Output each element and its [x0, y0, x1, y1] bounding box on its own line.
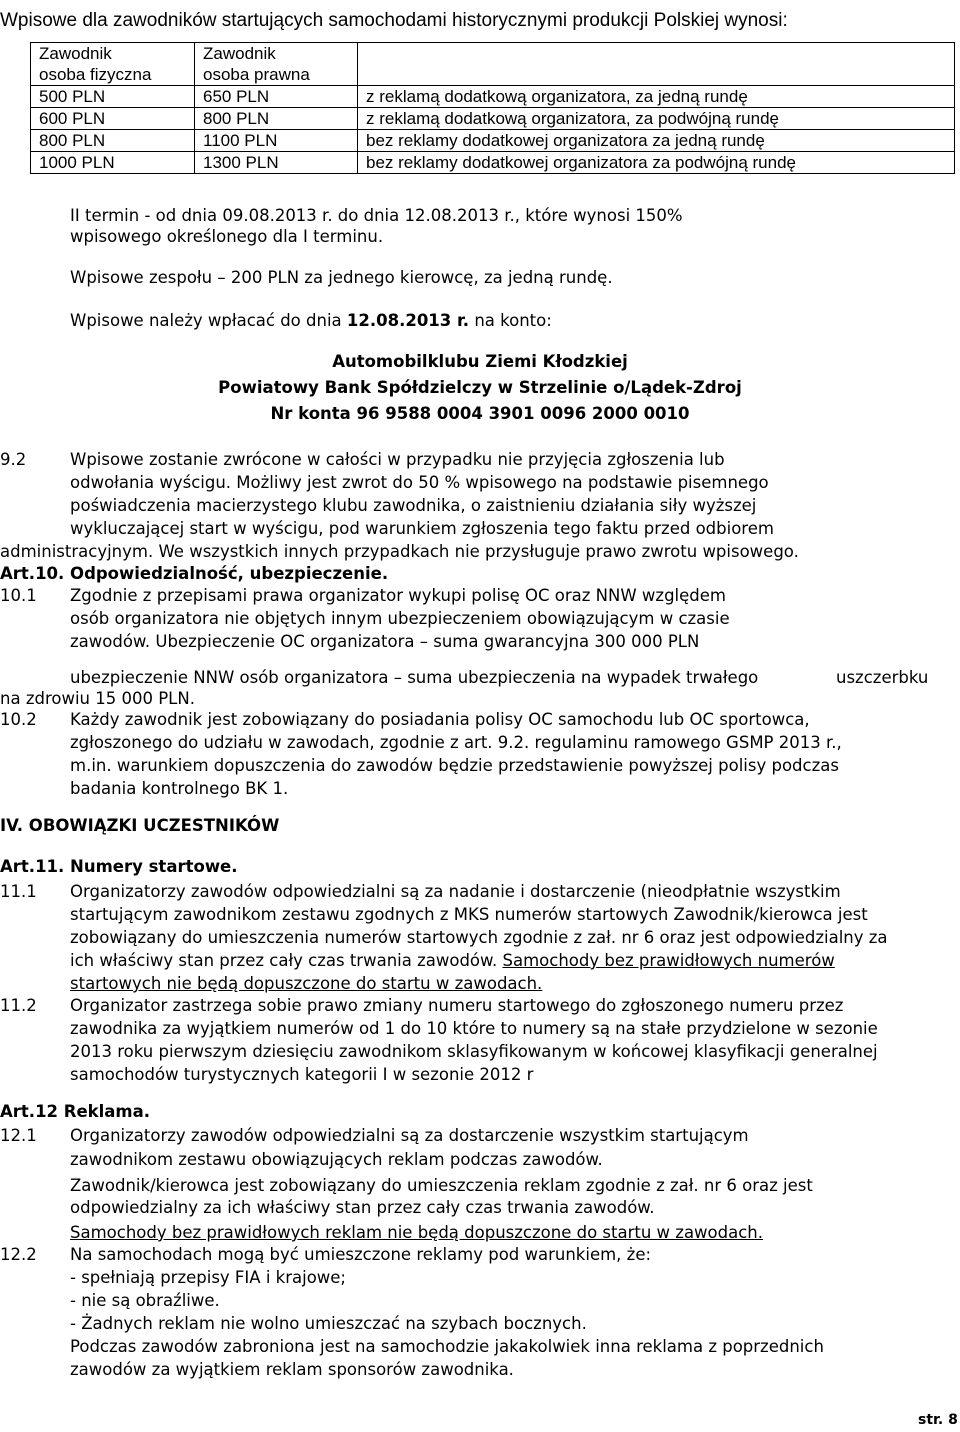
- table-cell: 500 PLN: [31, 86, 195, 108]
- text-line: 2013 roku pierwszym dziesięciu zawodnikom sklasyfikowanym w końcowej klasyfikacji generalnej: [70, 1042, 878, 1061]
- payment-deadline: [70, 309, 552, 332]
- table-row: [31, 130, 955, 152]
- text-line: zawodów za wyjątkiem reklam sponsorów zawodnika.: [70, 1360, 514, 1379]
- underlined-text: Samochody bez prawidłowych reklam nie będą dopuszczone do startu w zawodach.: [70, 1223, 764, 1242]
- text-line: Wpisowe zostanie zwrócone w całości w przypadku nie przyjęcia zgłoszenia lub: [70, 450, 725, 469]
- table-cell: z reklamą dodatkową organizatora, za podwójną rundę: [358, 108, 955, 130]
- text-line: Na samochodach mogą być umieszczone reklamy pod warunkiem, że:: [70, 1245, 652, 1264]
- payment-text-end: na konto:: [469, 311, 552, 330]
- text-line: Podczas zawodów zabroniona jest na samochodzie jakakolwiek inna reklama z poprzednich: [70, 1337, 824, 1356]
- table-cell: 800 PLN: [195, 108, 358, 130]
- text-line: odpowiedzialny za ich właściwy stan przez cały czas trwania zawodów.: [70, 1198, 655, 1217]
- section-10-2: [70, 708, 958, 800]
- list-item: - Żadnych reklam nie wolno umieszczać na szybach bocznych.: [70, 1314, 587, 1333]
- list-item: - nie są obraźliwe.: [70, 1291, 220, 1310]
- section-number: 12.1: [0, 1126, 37, 1145]
- text-line: Organizator zastrzega sobie prawo zmiany numeru startowego do zgłoszonego numeru przez: [70, 996, 844, 1015]
- text-line: badania kontrolnego BK 1.: [70, 779, 289, 798]
- section-number: 10.1: [0, 586, 37, 605]
- table-header-cell: [195, 43, 358, 86]
- text-line: m.in. warunkiem dopuszczenia do zawodów będzie przedstawienie powyższej polisy podczas: [70, 756, 839, 775]
- text-line: Organizatorzy zawodów odpowiedzialni są za nadanie i dostarczenie (nieodpłatnie wszystkim: [70, 882, 841, 901]
- text-line: samochodów turystycznych kategorii I w sezonie 2012 r: [70, 1065, 534, 1084]
- text-line: Każdy zawodnik jest zobowiązany do posiadania polisy OC samochodu lub OC sportowca,: [70, 710, 810, 729]
- table-cell: bez reklamy dodatkowej organizatora za jedną rundę: [358, 130, 955, 152]
- article-10-heading: Art.10. Odpowiedzialność, ubezpieczenie.: [0, 564, 389, 583]
- table-row: [31, 108, 955, 130]
- list-item: - spełniają przepisy FIA i krajowe;: [70, 1268, 346, 1287]
- underlined-text: Samochody bez prawidłowych numerów: [502, 951, 835, 970]
- text-line: wykluczającej start w wyścigu, pod warunkiem zgłoszenia tego faktu przed odbiorem: [70, 519, 774, 538]
- bank-account-number: Nr konta 96 9588 0004 3901 0096 2000 0010: [270, 404, 690, 423]
- table-row: [31, 86, 955, 108]
- header-line: Zawodnik: [39, 44, 112, 63]
- page-title: Wpisowe dla zawodników startujących samochodami historycznymi produkcji Polskiej wynosi:: [0, 10, 788, 31]
- section-10-1: [70, 584, 958, 653]
- second-term-dates: II termin - od dnia 09.08.2013 r. do dnia 12.08.2013 r.: [70, 206, 515, 225]
- section-11-1: [70, 880, 958, 995]
- table-cell: 650 PLN: [195, 86, 358, 108]
- table-cell: bez reklamy dodatkowej organizatora za podwójną rundę: [358, 152, 955, 174]
- second-term-percent: , które wynosi 150%: [514, 206, 683, 225]
- bank-name: Automobilklubu Ziemi Kłodzkiej: [332, 352, 628, 371]
- table-cell: 600 PLN: [31, 108, 195, 130]
- table-cell: 1100 PLN: [195, 130, 358, 152]
- text-line: osób organizatora nie objętych innym ubezpieczeniem obowiązującym w czasie: [70, 609, 730, 628]
- table-header-row: [31, 43, 955, 86]
- text-segment: ich właściwy stan przez cały czas trwania zawodów.: [70, 951, 503, 970]
- header-line: osoba fizyczna: [39, 65, 152, 84]
- article-12-heading: Art.12 Reklama.: [0, 1102, 151, 1121]
- section-4-heading: IV. OBOWIĄZKI UCZESTNIKÓW: [0, 816, 280, 835]
- article-11-heading: Art.11. Numery startowe.: [0, 857, 238, 876]
- table-header-cell: [31, 43, 195, 86]
- text-line: Zgodnie z przepisami prawa organizator wykupi polisę OC oraz NNW względem: [70, 586, 726, 605]
- text-line: Organizatorzy zawodów odpowiedzialni są za dostarczenie wszystkim startującym: [70, 1126, 749, 1145]
- fee-table: [30, 42, 955, 174]
- section-number: 9.2: [0, 450, 27, 469]
- section-number: 12.2: [0, 1245, 37, 1264]
- table-cell: z reklamą dodatkową organizatora, za jedną rundę: [358, 86, 955, 108]
- header-line: Zawodnik: [203, 44, 276, 63]
- text-line: zawodnikom zestawu obowiązujących reklam podczas zawodów.: [70, 1150, 603, 1169]
- text-line: administracyjnym. We wszystkich innych przypadkach nie przysługuje prawo zwrotu wpisowego.: [0, 542, 799, 561]
- section-number: 11.1: [0, 882, 37, 901]
- text-line: startującym zawodnikom zestawu zgodnych z MKS numerów startowych Zawodnik/kierowca jest: [70, 905, 868, 924]
- table-header-cell: [358, 43, 955, 86]
- nnw-insurance: ubezpieczenie NNW osób organizatora – suma ubezpieczenia na wypadek trwałego: [70, 668, 759, 687]
- team-fee: Wpisowe zespołu – 200 PLN za jednego kierowcę, za jedną rundę.: [70, 268, 613, 287]
- payment-text: Wpisowe należy wpłacać do dnia: [70, 311, 347, 330]
- second-term-line: [70, 204, 683, 227]
- underlined-text: startowych nie będą dopuszczone do startu w zawodach.: [70, 974, 543, 993]
- section-11-2: [70, 994, 958, 1086]
- text-line: zawodów. Ubezpieczenie OC organizatora – suma gwarancyjna 300 000 PLN: [70, 632, 700, 651]
- text-line: zawodnika za wyjątkiem numerów od 1 do 10 które to numery są na stałe przydzielone w sezonie: [70, 1019, 878, 1038]
- text-line: zobowiązany do umieszczenia numerów startowych zgodnie z zał. nr 6 oraz jest odpowiedzialny za: [70, 928, 888, 947]
- section-number: 11.2: [0, 996, 37, 1015]
- bank-branch: Powiatowy Bank Spółdzielczy w Strzelinie o/Lądek-Zdroj: [218, 378, 742, 397]
- page-number: str. 8: [918, 1412, 958, 1428]
- second-term-line-2: wpisowego określonego dla I terminu.: [70, 227, 384, 246]
- table-cell: 1000 PLN: [31, 152, 195, 174]
- nnw-insurance-amount: na zdrowiu 15 000 PLN.: [0, 689, 195, 708]
- table-cell: 1300 PLN: [195, 152, 358, 174]
- text-line: zgłoszonego do udziału w zawodach, zgodnie z art. 9.2. regulaminu ramowego GSMP 2013 r.,: [70, 733, 842, 752]
- table-row: [31, 152, 955, 174]
- nnw-insurance-end: uszczerbku: [836, 668, 929, 687]
- section-12-2: [70, 1243, 958, 1381]
- payment-date: 12.08.2013 r.: [346, 311, 470, 330]
- section-9-2: [70, 448, 958, 540]
- text-line: Zawodnik/kierowca jest zobowiązany do umieszczenia reklam zgodnie z zał. nr 6 oraz jest: [70, 1176, 813, 1195]
- text-line: [70, 949, 958, 972]
- text-line: odwołania wyścigu. Możliwy jest zwrot do 50 % wpisowego na podstawie pisemnego: [70, 473, 769, 492]
- section-number: 10.2: [0, 710, 37, 729]
- table-cell: 800 PLN: [31, 130, 195, 152]
- header-line: osoba prawna: [203, 65, 310, 84]
- text-line: poświadczenia macierzystego klubu zawodnika, o zaistnieniu działania siły wyższej: [70, 496, 757, 515]
